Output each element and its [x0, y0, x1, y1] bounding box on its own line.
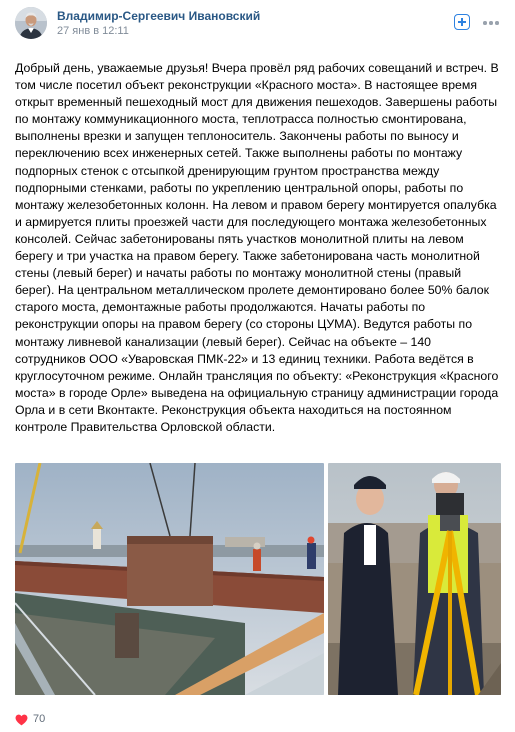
plus-square-icon[interactable] — [454, 14, 470, 30]
author-avatar[interactable] — [15, 7, 47, 39]
more-horizontal-icon[interactable] — [483, 21, 499, 25]
avatar-photo — [15, 7, 47, 39]
heart-icon[interactable] — [15, 713, 28, 725]
post-header — [15, 7, 505, 41]
post-text: Добрый день, уважаемые друзья! Вчера провёл ряд рабочих совещаний и встреч. В том числе посетил объект реконструкции «Красного моста». В настоящее время открыт временный пешеходный мост для движения пешеходов. Завершены работы по монтажу коммуникационного моста, теплотрасса полностью смонтирована, выполнены врезки и запущен теплоноситель. Закончены работы по выносу и переключению всех инженерных сетей. Также выполнены работы по монтажу подпорных стенок с отсыпкой дренирующим грунтом пространства между подпорными стенками, работы по укреплению центральной опоры, работы по монтажу железобетонных колонн. На левом и правом берегу монтируется опалубка и армируется плиты проезжей части для последующего монтажа железобетонных консолей. Сейчас забетонированы пять участков монолитной плиты на левом берегу и три участка на правом берегу. Также забетонирована часть монолитной стены (левый берег) и начаты работы по монтажу монолитной стены (правый берег). На центральном металлическом пролете демонтировано более 50% балок старого моста, демонтажные работы продолжаются. Начаты работы по реконструкции опоры на правом берегу (со стороны ЦУМА). Ведутся работы по монтажу ливневой канализации (левый берег). Сейчас на объекте – 140 сотрудников ООО «Уваровская ПМК-22» и 13 единиц техники. Работа ведётся в круглосуточном режиме. Онлайн трансляция по объекту: «Реконструкция «Красного моста» в городе Орле» выведена на официальную страницу администрации города Орла и в сети Вконтакте. Реконструкция объекта находиться на постоянном контроле Правительства Орловской области. — [15, 61, 499, 434]
post-photo-bridge[interactable] — [15, 463, 324, 695]
post-date[interactable]: 27 янв в 12:11 — [57, 25, 129, 37]
officials-surveying-image — [328, 463, 501, 695]
like-count[interactable]: 70 — [33, 713, 46, 725]
bridge-construction-image — [15, 463, 324, 695]
author-name[interactable]: Владимир-Сергеевич Ивановский — [57, 9, 261, 23]
post-photo-officials[interactable] — [328, 463, 501, 695]
